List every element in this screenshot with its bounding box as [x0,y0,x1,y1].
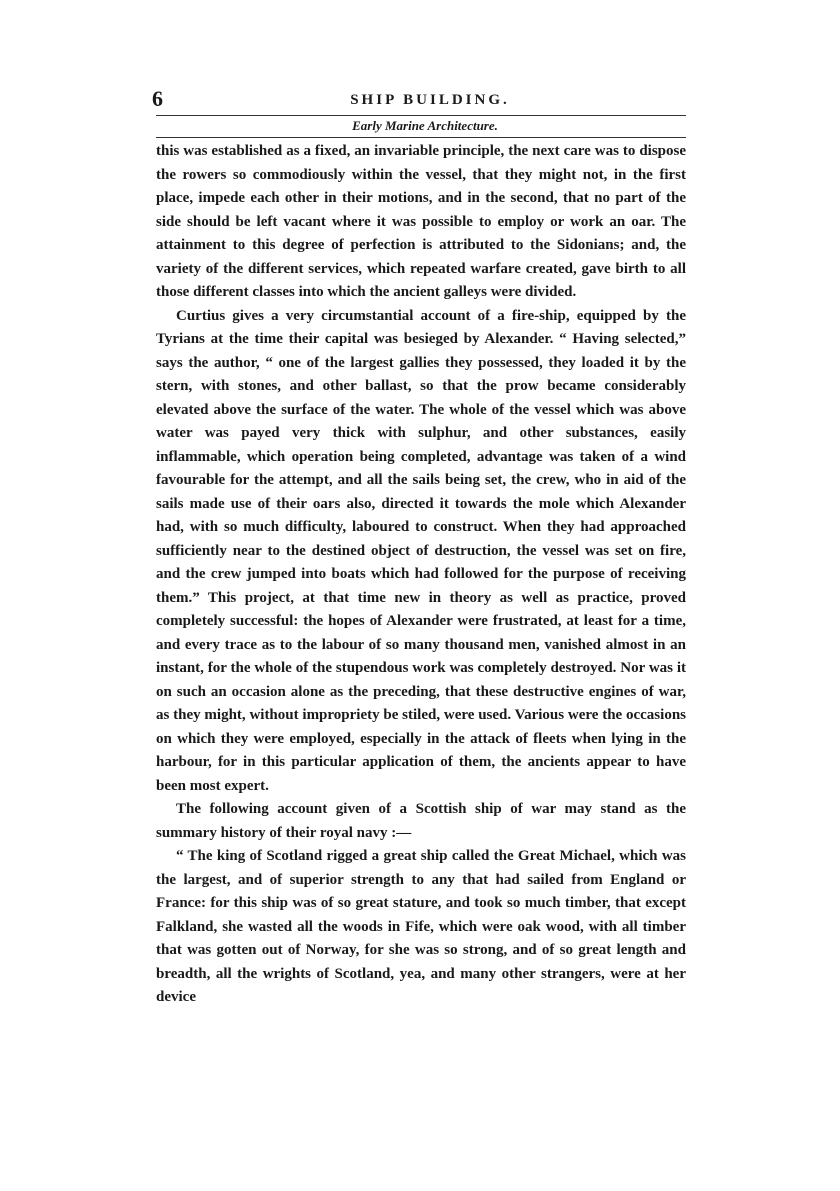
paragraph-1: this was established as a fixed, an invariable principle, the next care was to dispose the rowers so commodiously within the vessel, that they might not, in the first place, impede each other in their motions, and in the second, that no part of the side should be left vacant where it was possible to employ or work an oar. The attainment to this degree of perfection is attributed to the Sidonians; and, the variety of the different services, which repeated warfare created, gave birth to all those different classes into which the ancient galleys were divided. [156,143,686,300]
body-text [156,140,686,1010]
section-subtitle: Early Marine Architecture. [352,118,498,133]
header-rule-bottom [156,137,686,138]
running-title: SHIP BUILDING. [350,92,510,108]
header-rule-top [156,115,686,116]
paragraph-4: “ The king of Scotland rigged a great ship called the Great Michael, which was the largest, and of superior strength to any that had sailed from England or France: for this ship was of so great stature, and took so much timber, that except Falkland, she wasted all the woods in Fife, which were oak wood, with all timber that was gotten out of Norway, for she was so strong, and of so great length and breadth, all the wrights of Scotland, yea, and many other strangers, were at her device [156,848,686,1005]
paragraph-2: Curtius gives a very circumstantial account of a fire-ship, equipped by the Tyrians at the time their capital was besieged by Alexander. “ Having selected,” says the author, “ one of the largest gallies they possessed, they loaded it by the stern, with stones, and other ballast, so that the prow became considerably elevated above the surface of the water. The whole of the vessel which was above water was payed very thick with sulphur, and other substances, easily inflammable, which operation being completed, advantage was taken of a wind favourable for the attempt, and all the sails being set, the crew, who in aid of the sails made use of their oars also, directed it towards the mole which Alexander had, with so much difficulty, laboured to construct. When they had approached sufficiently near to the destined object of destruction, the vessel was set on fire, and the crew jumped into boats which had followed for the purpose of receiving them.” This project, at that time new in theory as well as practice, proved completely successful: the hopes of Alexander were frustrated, at least for a time, and every trace as to the labour of so many thousand men, vanished almost in an instant, for the whole of the stupendous work was completely destroyed. Nor was it on such an occasion alone as the preceding, that these destructive engines of war, as they might, without impropriety be stiled, were used. Various were the occasions on which they were employed, especially in the attack of fleets when lying in the harbour, for in this particular application of them, the ancients appear to have been most expert. [156,307,686,794]
paragraph-3: The following account given of a Scottish ship of war may stand as the summary history of their royal navy :— [156,801,686,841]
page-number: 6 [152,86,163,111]
